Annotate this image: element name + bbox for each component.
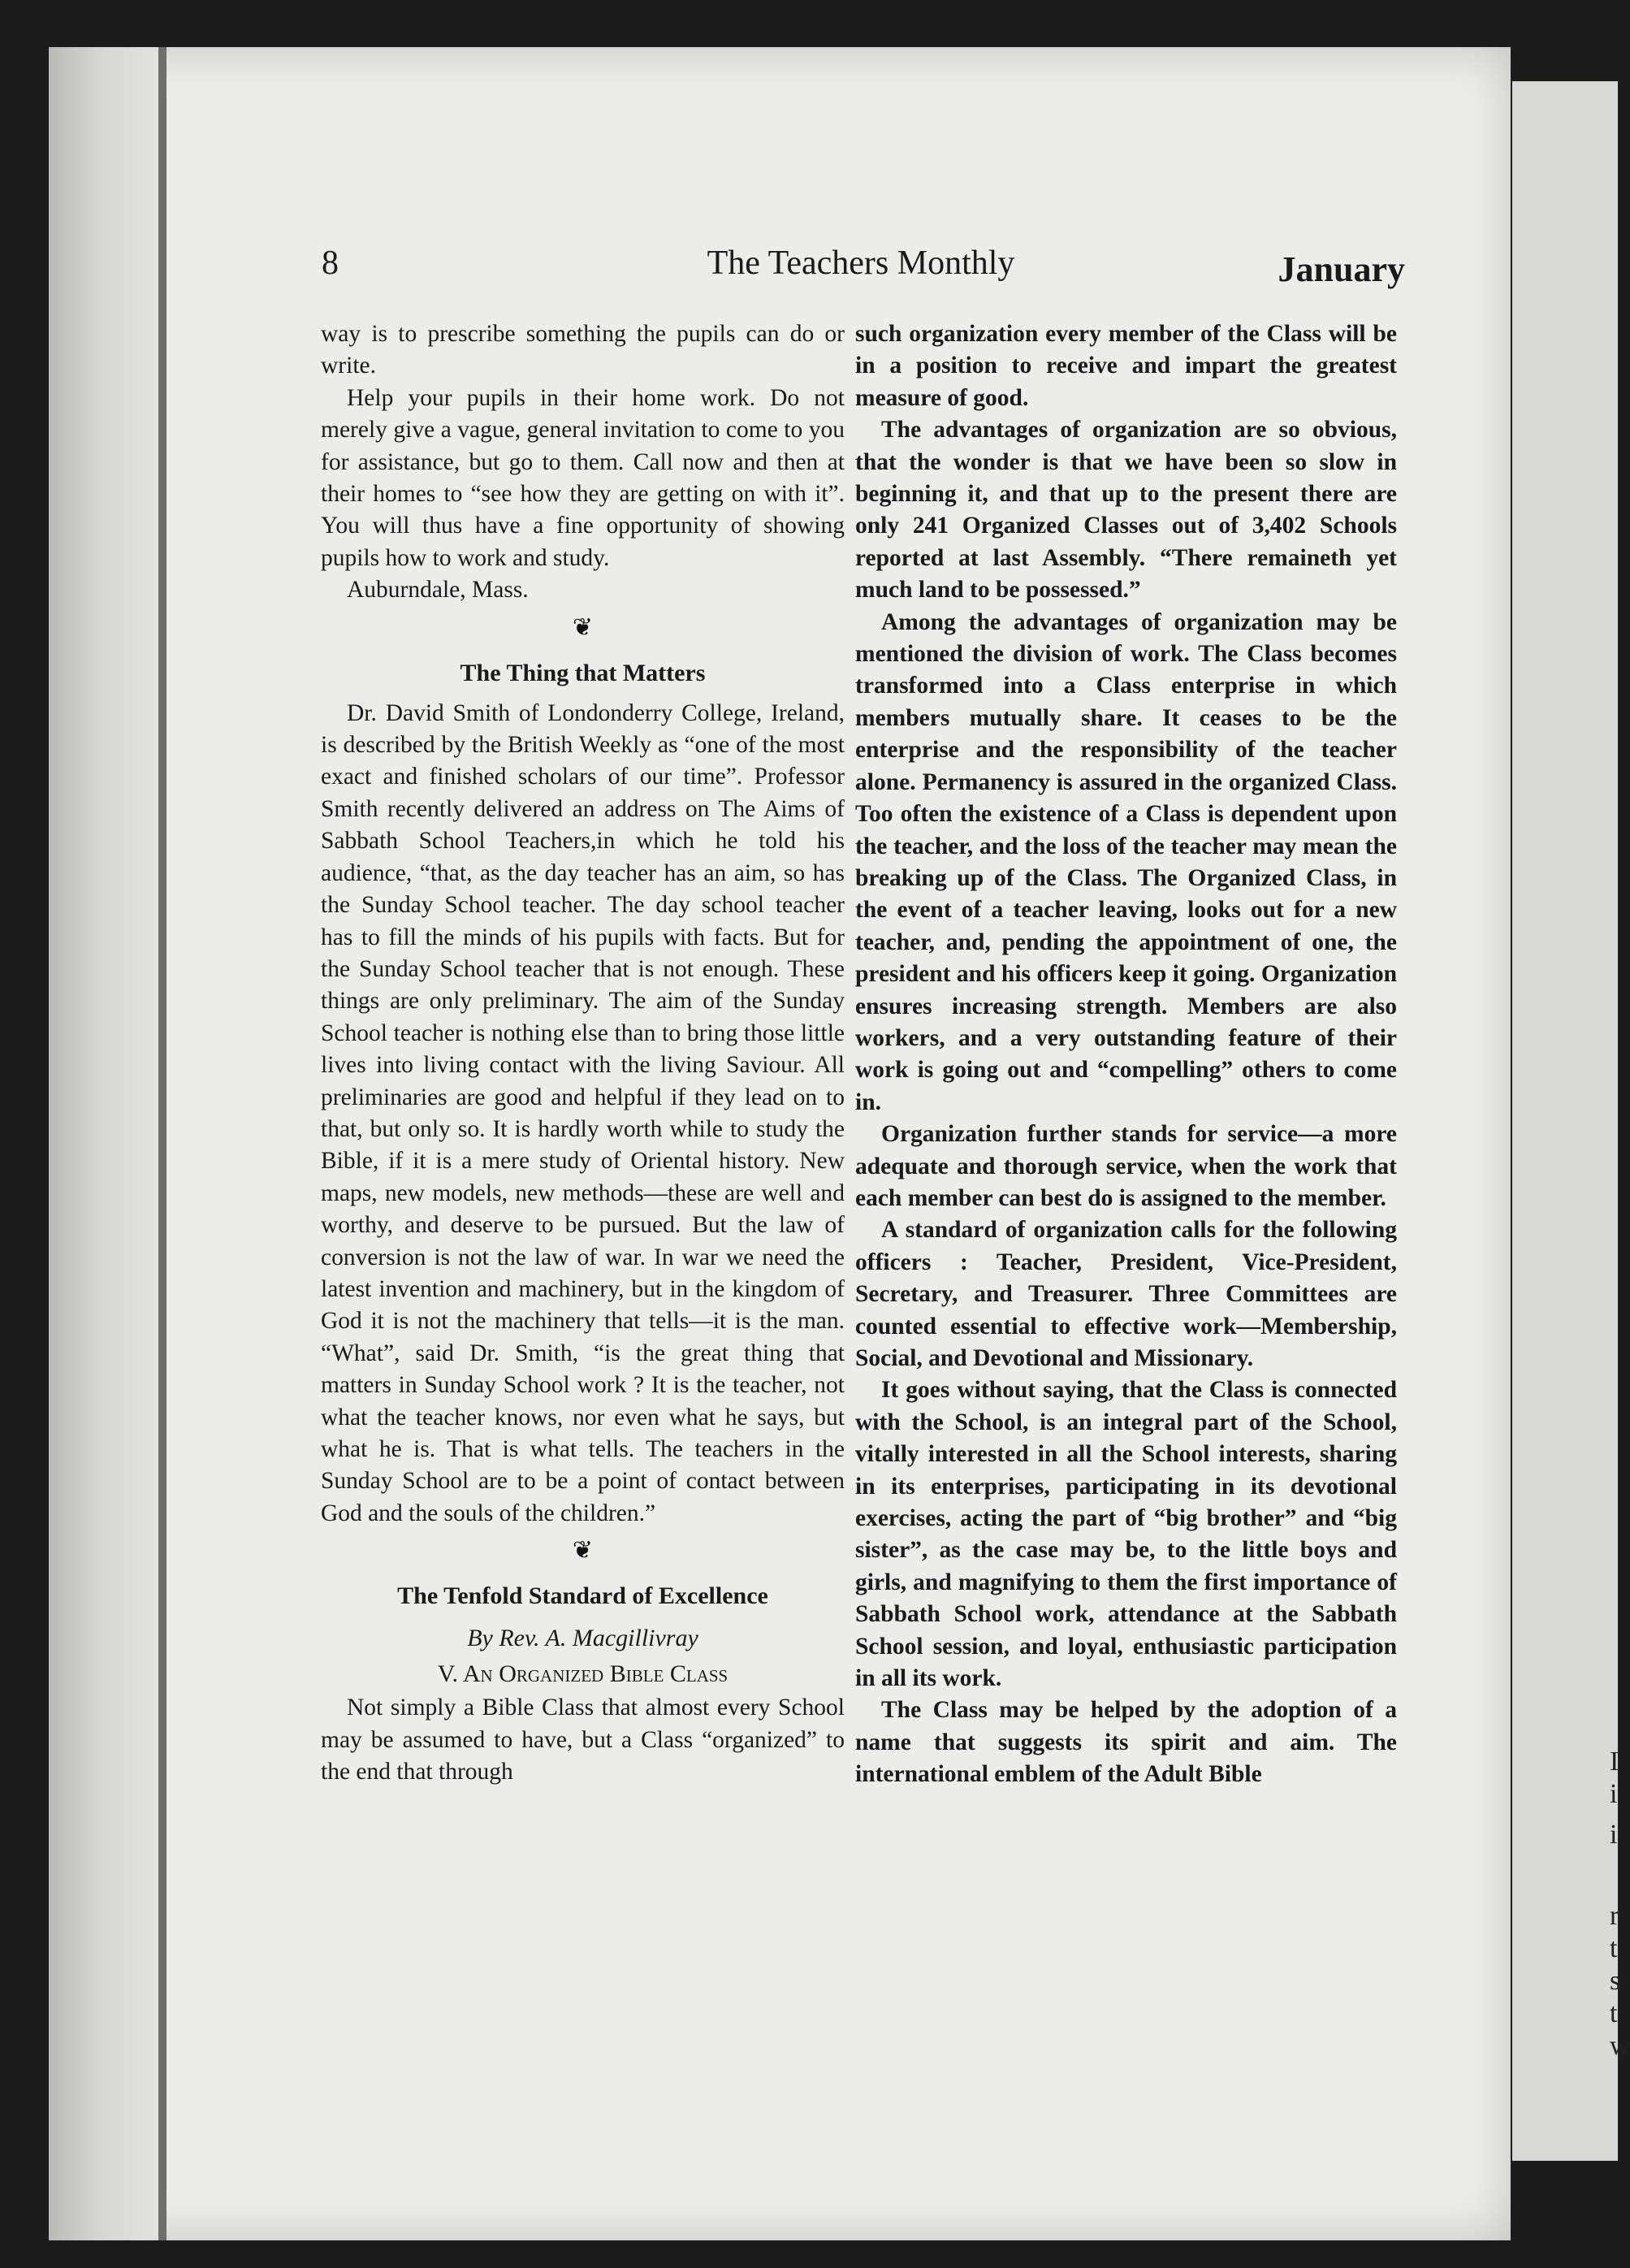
facing-page-edge bbox=[1512, 81, 1630, 2161]
paragraph: Organization further stands for service—a more adequate and thorough service, when the work that each member can best do is assigned to the member. bbox=[855, 1121, 1397, 1211]
left-column bbox=[321, 318, 845, 1788]
paragraph: Among the advantages of organization may be mentioned the division of work. The Class becomes transformed into a Class enterprise in which members mutually share. It ceases to be the enterprise and the responsibility of the teacher alone. Permanency is assured in the organized Class. Too often the existence of a Class is dependent upon the teacher, and the loss of the teacher may mean the breaking up of the Class. The Organized Class, in the event of a teacher leaving, looks out for a new teacher, and, pending the appointment of one, the president and his officers keep it going. Organization ensures increasing strength. Members are also workers, and a very outstanding feature of their work is going out and “compelling” others to come in. bbox=[855, 608, 1397, 1115]
ornament-icon: ❦ bbox=[572, 613, 594, 641]
paragraph: The Class may be helped by the adoption of a name that suggests its spirit and aim. The international emblem of the Adult Bible bbox=[855, 1697, 1397, 1788]
paragraph: It goes without saying, that the Class is connected with the School, is an integral part of the School, vitally interested in all the School interests, sharing in its enterprises, participating in its devotional exercises, acting the part of “big brother” and “big sister”, as the case may be, to the little boys and girls, and magnifying to them the first importance of Sabbath School work, attendance at the Sabbath School session, and loyal, enthusiastic participation in all its work. bbox=[855, 1377, 1397, 1692]
page-number: 8 bbox=[322, 245, 339, 282]
binding-shadow bbox=[49, 47, 162, 2240]
facing-fragment: s bbox=[1610, 1966, 1621, 1996]
facing-fragment: i bbox=[1610, 1779, 1618, 1809]
paragraph: A standard of organization calls for the following officers : Teacher, President, Vice-President, Secretary, and Treasurer. Three Committees are counted essential to effective work—Membership, Social, and Devotional and Missionary. bbox=[855, 1217, 1397, 1371]
facing-fragment: w bbox=[1610, 2031, 1630, 2061]
section-subheading: V. An Organized Bible Class bbox=[437, 1660, 729, 1688]
ornament-icon: ❦ bbox=[572, 1537, 594, 1565]
running-header bbox=[317, 244, 1405, 292]
paragraph: Help your pupils in their home work. Do not merely give a vague, general invitation to come to you for assistance, but go to them. Call now and then at their homes to “see how they are getting on with it”. You will thus have a fine opportunity of showing pupils how to work and study. bbox=[321, 384, 845, 571]
article-body: Not simply a Bible Class that almost every School may be assumed to have, but a Class “organized” to the end that through bbox=[321, 1695, 845, 1785]
dateline: Auburndale, Mass. bbox=[347, 577, 529, 604]
facing-fragment: r bbox=[1610, 1901, 1619, 1931]
spine bbox=[158, 47, 166, 2240]
publication-title: The Teachers Monthly bbox=[707, 245, 1015, 282]
issue-month: January bbox=[1278, 249, 1405, 289]
article-title: The Tenfold Standard of Excellence bbox=[397, 1582, 768, 1610]
paragraph: such organization every member of the Class will be in a position to receive and impart the greatest measure of good. bbox=[855, 321, 1397, 411]
article-title: The Thing that Matters bbox=[460, 659, 706, 686]
facing-fragment: t bbox=[1610, 1933, 1618, 1963]
article-body: Dr. David Smith of Londonderry College, Ireland, is described by the British Weekly as “one of the most exact and finished scholars of our time”. Professor Smith recently delivered an address on The Aims of Sabbath School Teachers,in which he told his audience, “that, as the day teacher has an aim, so has the Sunday School teacher. The day school teacher has to fill the minds of his pupils with facts. But for the Sunday School teacher that is not enough. These things are only preliminary. The aim of the Sunday School teacher is nothing else than to bring those little lives into living contact with the living Saviour. All preliminaries are good and helpful if they lead on to that, but only so. It is hardly worth while to study the Bible, if it is a mere study of Oriental history. New maps, new models, new methods—these are well and worthy, and deserve to be pursued. But the law of conversion is not the law of war. In war we need the latest invention and machinery, but in the kingdom of God it is not the machinery that tells—it is the man. “What”, said Dr. Smith, “is the great thing that matters in Sunday School work ? It is the teacher, not what the teacher knows, nor even what he says, but what he is. That is what tells. The teachers in the Sunday School are to be a point of contact between God and the souls of the children.” bbox=[321, 699, 845, 1526]
right-column bbox=[855, 318, 1397, 1791]
facing-fragment: I bbox=[1610, 1746, 1619, 1777]
facing-fragment: i bbox=[1610, 1820, 1618, 1850]
byline: By Rev. A. Macgillivray bbox=[467, 1625, 698, 1652]
paragraph: way is to prescribe something the pupils can do or write. bbox=[321, 321, 845, 379]
facing-fragment: t bbox=[1610, 1998, 1618, 2028]
paragraph: The advantages of organization are so obvious, that the wonder is that we have been so slow in beginning it, and that up to the present there are only 241 Organized Classes out of 3,402 Schools reported at last Assembly. “There remaineth yet much land to be possessed.” bbox=[855, 417, 1397, 604]
